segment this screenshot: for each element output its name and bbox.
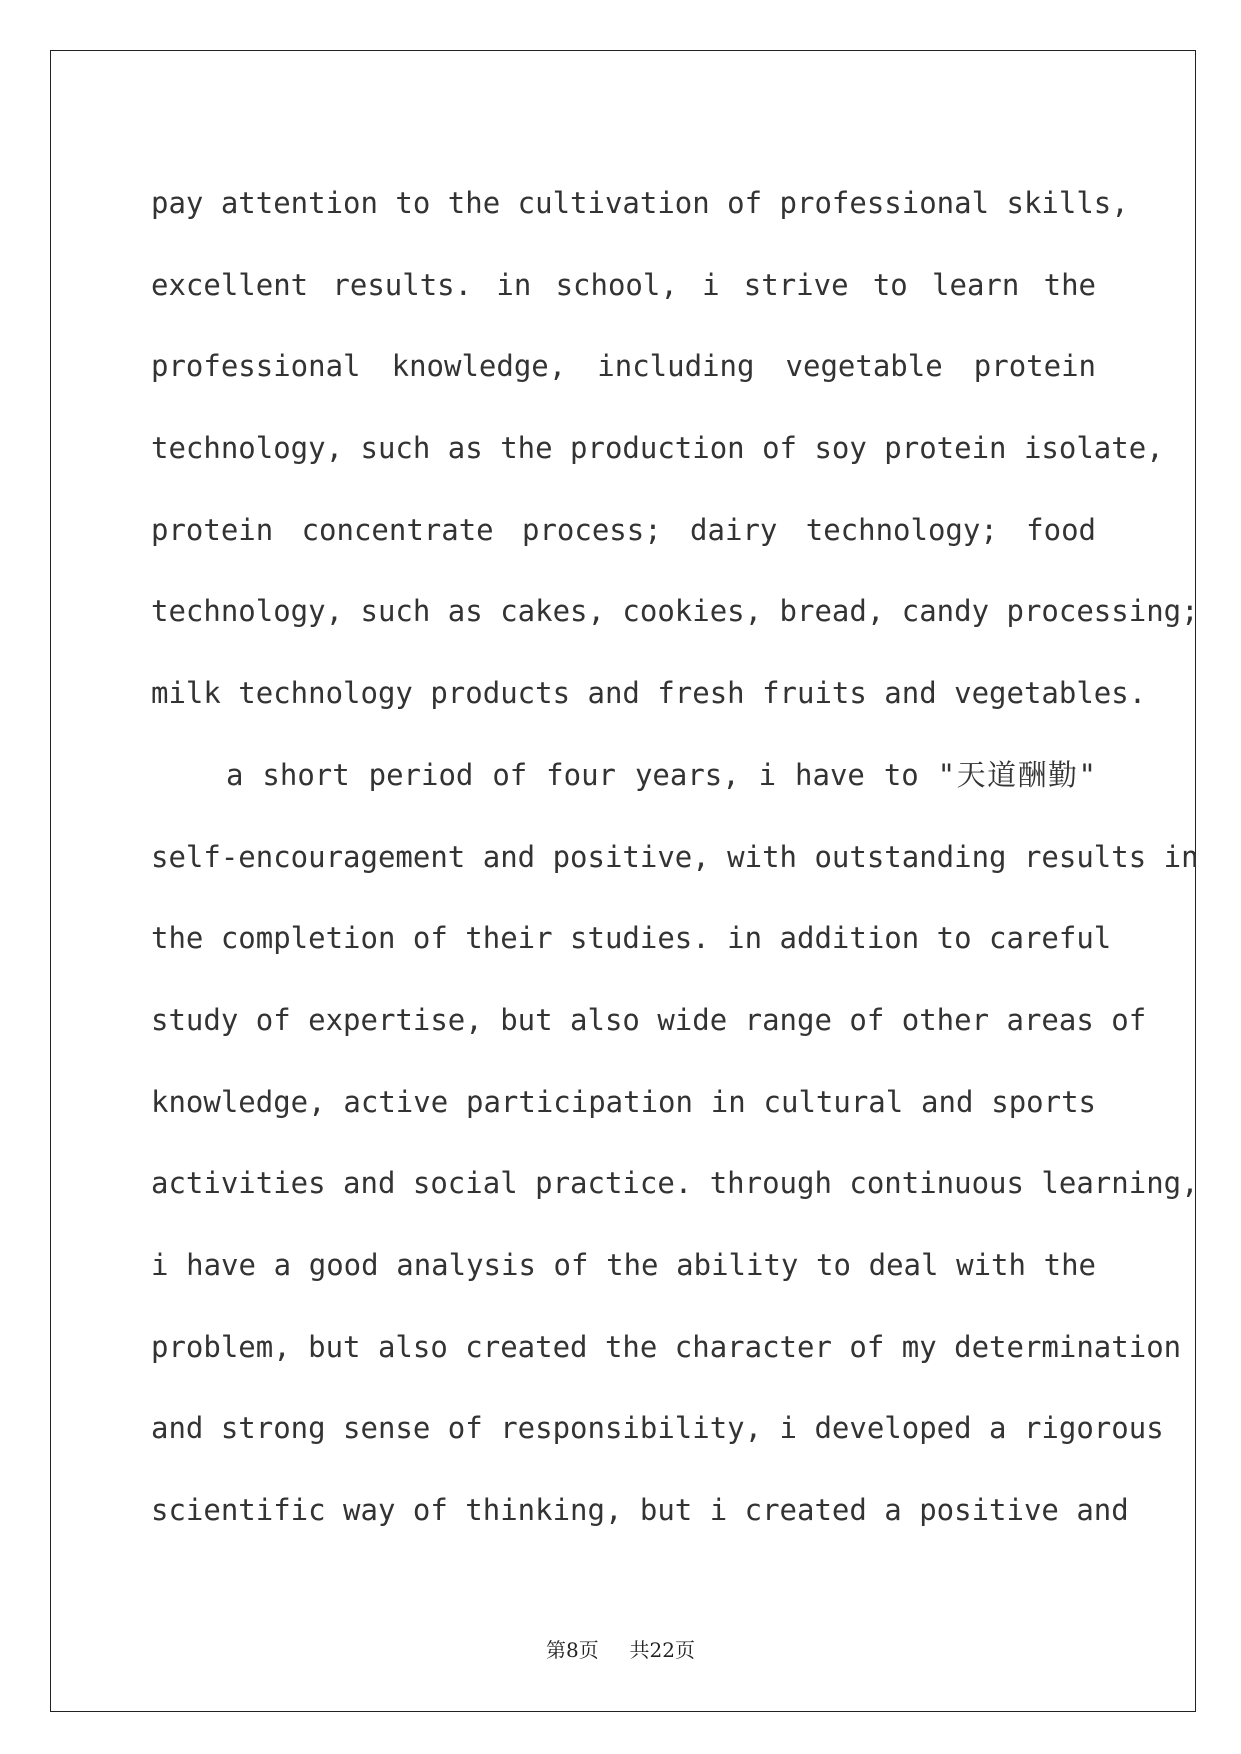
text-line: i have a good analysis of the ability to deal with the xyxy=(151,1247,1096,1282)
text-line: scientific way of thinking, but i created a positive and xyxy=(151,1493,1129,1527)
text-line: protein concentrate process; dairy technology; food xyxy=(151,512,1096,547)
text-line: the completion of their studies. in addition to careful xyxy=(151,921,1112,956)
text-line: study of expertise, but also wide range of other areas of xyxy=(151,1002,1147,1037)
paragraph-first-line: a short period of four years, i have to "天道酬勤" xyxy=(226,757,1096,792)
text-line: milk technology products and fresh fruits and vegetables. xyxy=(151,676,1147,711)
text-line: self-encouragement and positive, with outstanding results in xyxy=(151,839,1199,874)
text-line: technology, such as the production of soy protein isolate, xyxy=(151,431,1164,466)
text-line: excellent results. in school, i strive to learn the xyxy=(151,267,1096,302)
page-total: 共22页 xyxy=(629,1638,695,1662)
text-line: professional knowledge, including vegetable protein xyxy=(151,349,1096,384)
text-line: and strong sense of responsibility, i developed a rigorous xyxy=(151,1411,1164,1446)
body-text xyxy=(151,163,1199,1552)
text-line: pay attention to the cultivation of professional skills, xyxy=(151,186,1129,220)
text-line: problem, but also created the character of my determination xyxy=(151,1329,1182,1364)
text-line: knowledge, active participation in cultural and sports xyxy=(151,1084,1096,1119)
text-line: technology, such as cakes, cookies, bread, candy processing; xyxy=(151,594,1199,629)
page-footer xyxy=(0,1634,1241,1663)
page-number: 第8页 xyxy=(546,1638,599,1662)
text-line: activities and social practice. through continuous learning, xyxy=(151,1166,1199,1201)
